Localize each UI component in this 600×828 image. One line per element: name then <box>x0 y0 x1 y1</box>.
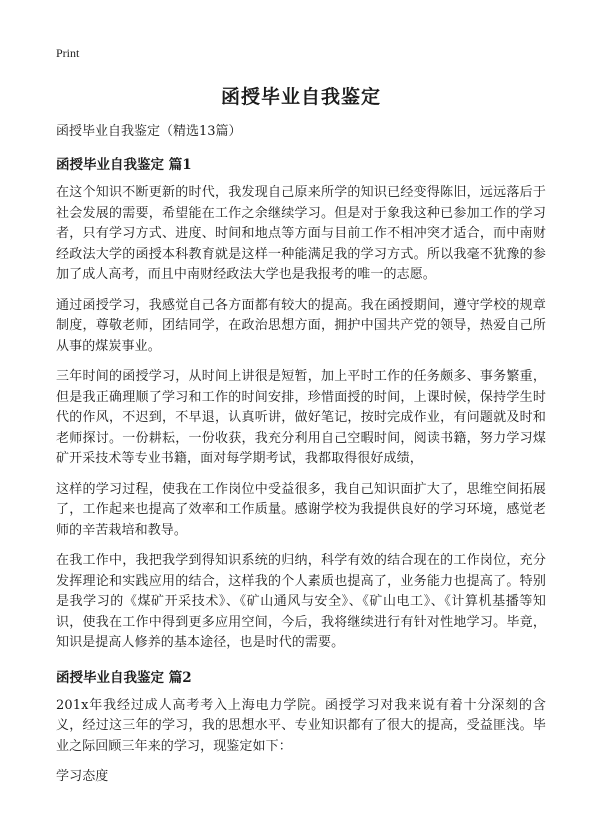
print-link[interactable]: Print <box>56 46 80 60</box>
paragraph: 201x年我经过成人高考考入上海电力学院。函授学习对我来说有着十分深刻的含义，经过这三年的学习，我的思想水平、专业知识都有了很大的提高，受益匪浅。毕业之际回顾三年来的学习，现鉴定如下： <box>56 697 546 754</box>
paragraph: 通过函授学习，我感觉自己各方面都有较大的提高。我在函授期间，遵守学校的规章制度，尊敬老师，团结同学，在政治思想方面，拥护中国共产党的领导，热爱自己所从事的煤炭事业。 <box>56 297 546 354</box>
section-heading-1: 函授毕业自我鉴定 篇1 <box>56 157 192 173</box>
paragraph: 在这个知识不断更新的时代，我发现自己原来所学的知识已经变得陈旧，远远落后于社会发展的需要，希望能在工作之余继续学习。但是对于象我这种已参加工作的学习者，只有学习方式、进度、时间和地点等方面与目前工作不相冲突才适合，而中南财经政法大学的函授本科教育就是这样一种能满足我的学习方式。所以我毫不犹豫的参加了成人高考，而且中南财经政法大学也是我报考的唯一的志愿。 <box>56 185 546 282</box>
paragraph: 在我工作中，我把我学到得知识系统的归纳，科学有效的结合现在的工作岗位，充分发挥理论和实践应用的结合，这样我的个人素质也提高了，业务能力也提高了。特别是我学习的《煤矿开采技术》、《矿山通风与安全》、《矿山电工》、《计算机基播等知识，使我在工作中得到更多应用空间，今后，我将继续进行有针对性地学习。毕竟，知识是提高人修养的基本途径，也是时代的需要。 <box>56 553 546 650</box>
page-title: 函授毕业自我鉴定 <box>220 86 381 108</box>
paragraph: 学习态度 <box>56 769 109 784</box>
paragraph: 这样的学习过程，使我在工作岗位中受益很多，我自己知识面扩大了，思维空间拓展了，工作起来也提高了效率和工作质量。感谢学校为我提供良好的学习环境，感觉老师的辛苦栽培和教导。 <box>56 481 546 538</box>
document-subtitle: 函授毕业自我鉴定（精选13篇） <box>56 124 242 139</box>
paragraph: 三年时间的函授学习，从时间上讲很是短暂，加上平时工作的任务颇多、事务繁重，但是我正确理顺了学习和工作的时间安排，珍惜面授的时间，上课时候，保持学生时代的作风，不迟到，不早退，认真听讲，做好笔记，按时完成作业，有问题就及时和老师探讨。一份耕耘，一份收获，我充分利用自己空暇时间，阅读书籍，努力学习煤矿开采技术等专业书籍，面对每学期考试，我都取得很好成绩， <box>56 369 546 466</box>
section-heading-2: 函授毕业自我鉴定 篇2 <box>56 669 192 686</box>
